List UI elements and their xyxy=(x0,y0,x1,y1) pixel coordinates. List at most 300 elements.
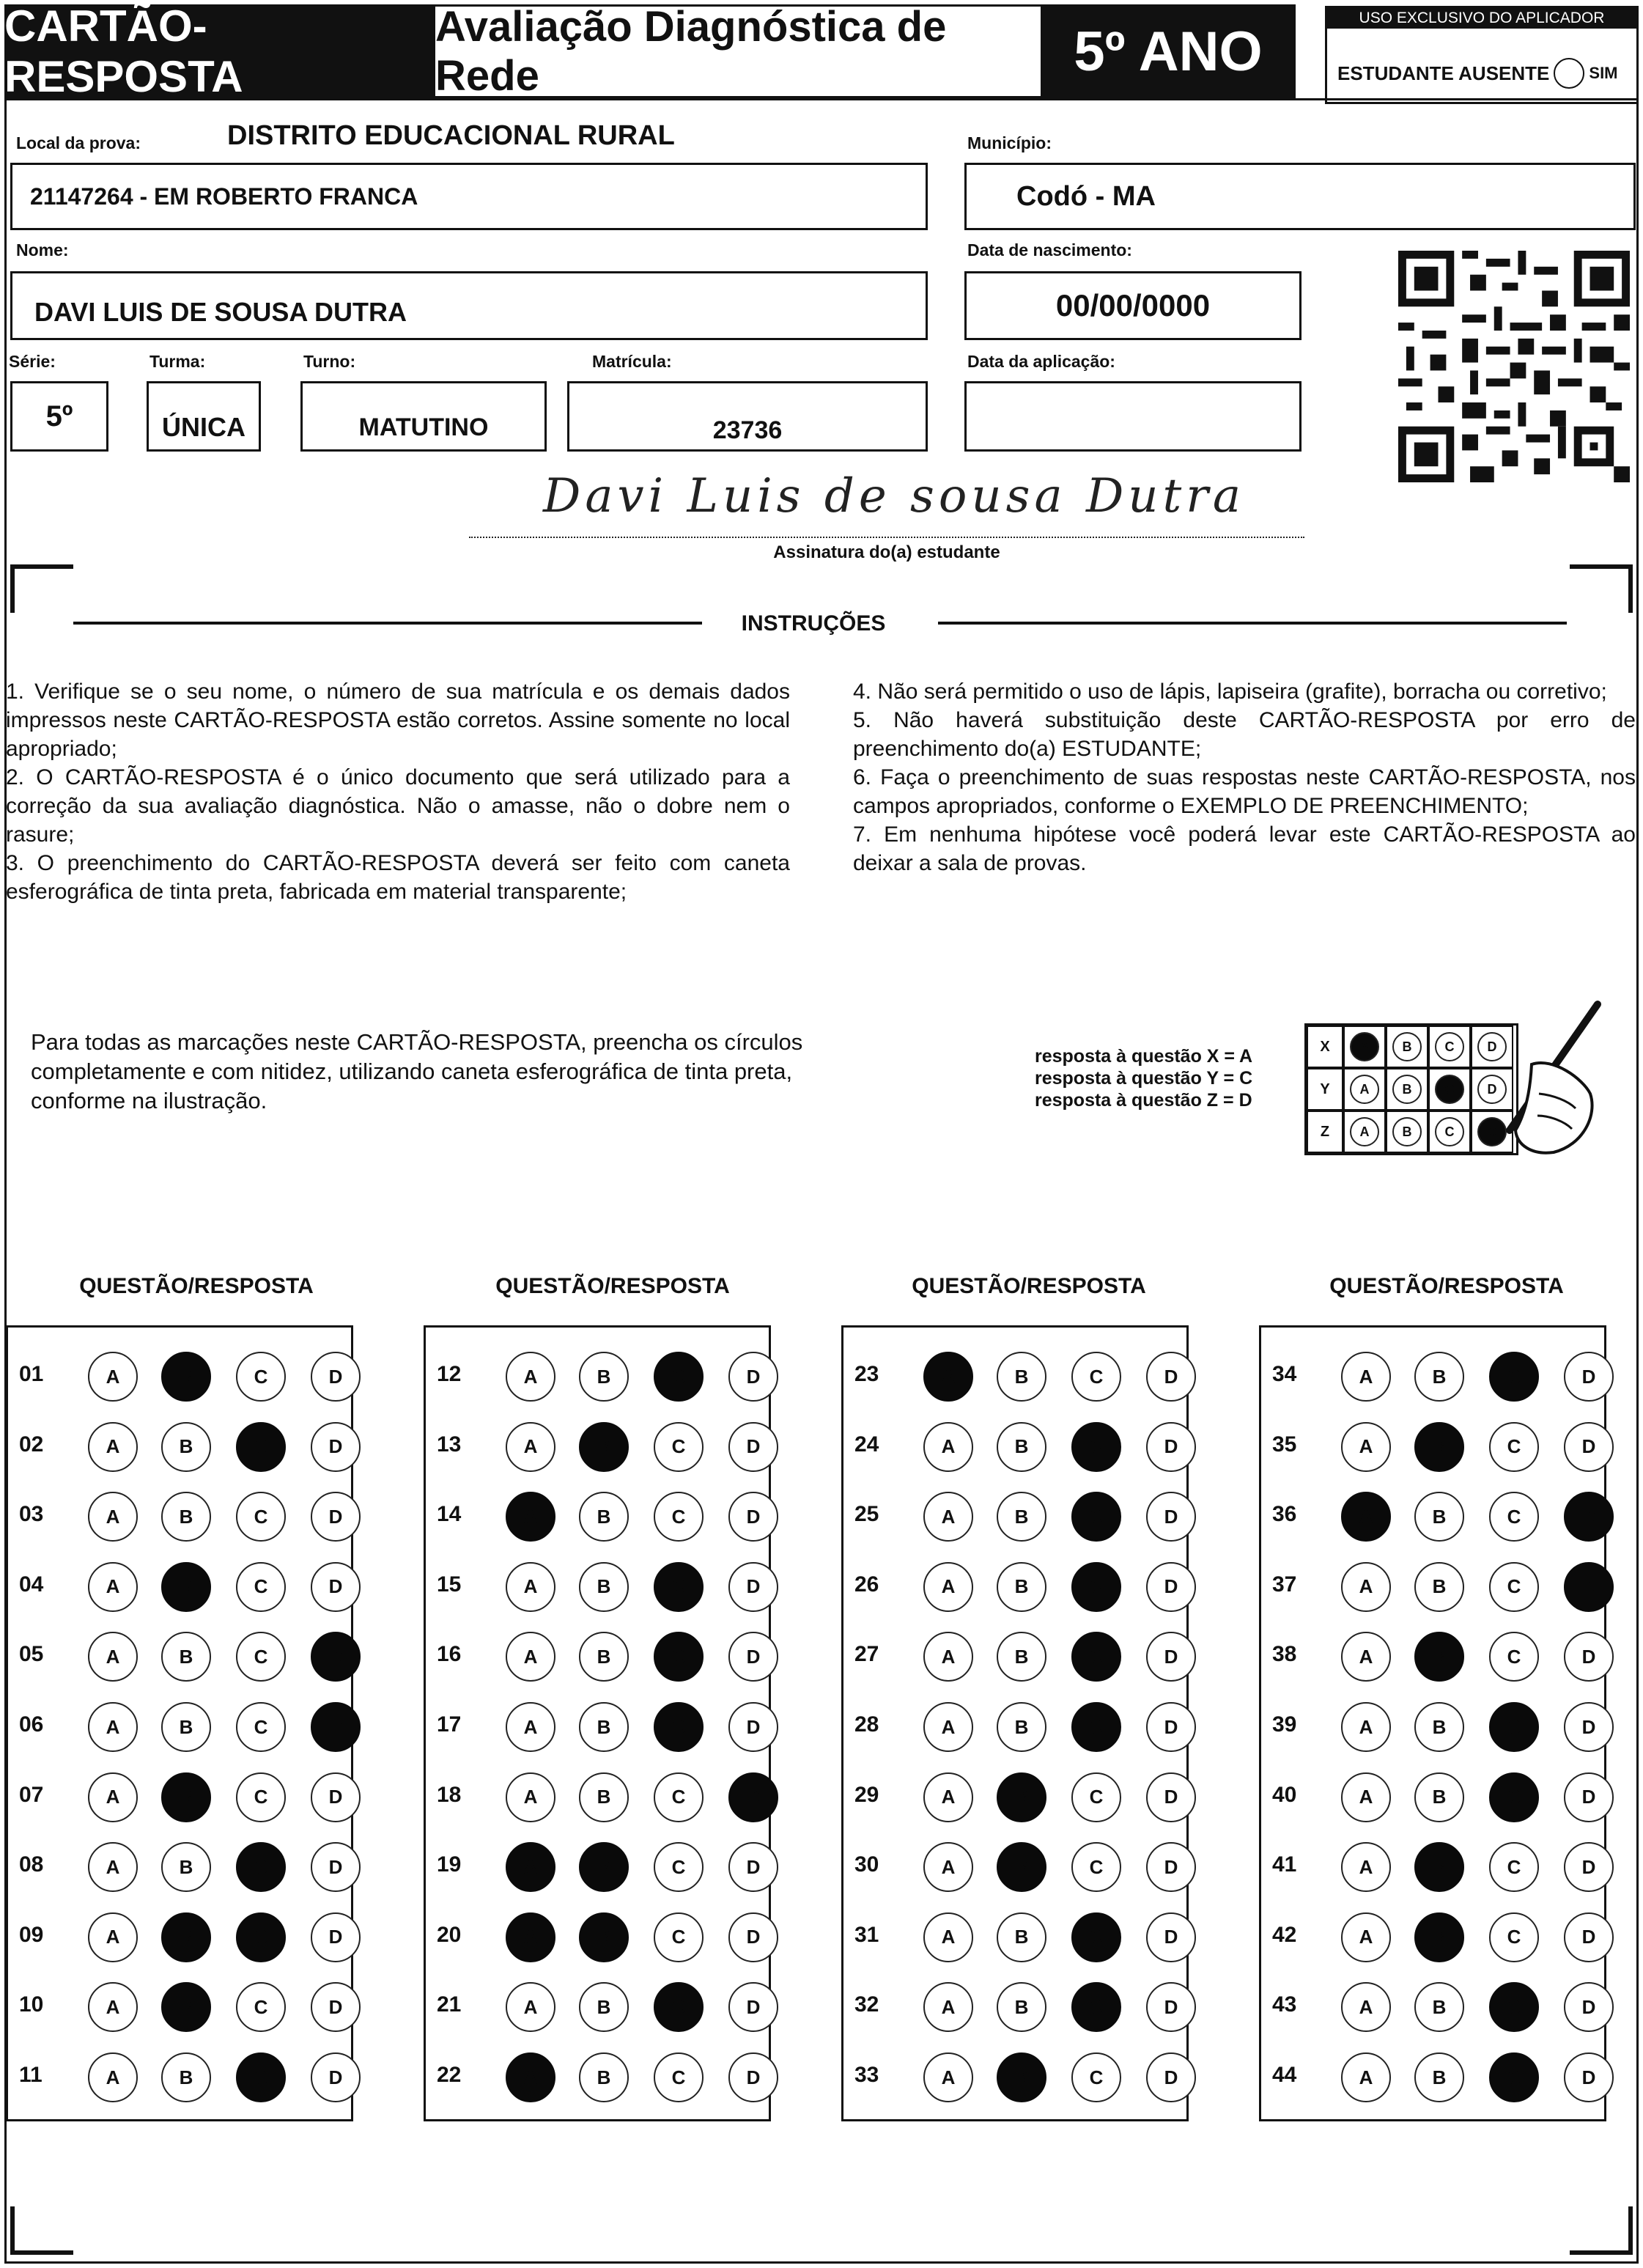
answer-bubble-d[interactable]: D xyxy=(728,2052,778,2102)
turno-field[interactable] xyxy=(300,381,547,452)
instruction-6: 6. Faça o preenchimento de suas respostas neste CARTÃO-RESPOSTA, nos campos apropriados, conforme o EXEMPLO DE PREENCHIMENTO; xyxy=(853,765,1636,818)
answer-bubble-a[interactable]: A xyxy=(1341,1352,1391,1402)
answer-bubble-c[interactable]: C xyxy=(1071,1492,1121,1542)
answer-bubble-b[interactable]: B xyxy=(161,1632,211,1682)
municipio-field[interactable] xyxy=(964,163,1636,230)
answer-bubble-d[interactable]: D xyxy=(728,1772,778,1822)
answer-bubble-b[interactable]: B xyxy=(579,1422,629,1472)
question-number: 21 xyxy=(437,1992,462,2017)
question-number: 24 xyxy=(854,1432,879,1457)
answer-bubble-a[interactable]: A xyxy=(506,1562,555,1612)
question-number: 02 xyxy=(19,1432,44,1457)
answer-bubble-b[interactable]: B xyxy=(161,1352,211,1402)
answer-bubble-a[interactable]: A xyxy=(1341,1562,1391,1612)
question-number: 32 xyxy=(854,1992,879,2017)
question-row xyxy=(424,1774,768,1818)
answer-bubble-d[interactable]: D xyxy=(1564,1982,1614,2032)
answer-bubble-d[interactable]: D xyxy=(1564,1492,1614,1542)
question-row xyxy=(1259,1844,1603,1888)
answer-bubble-b[interactable]: B xyxy=(997,1702,1046,1752)
answer-bubble-a[interactable]: A xyxy=(1341,1842,1391,1892)
answer-bubble-d[interactable]: D xyxy=(1146,1422,1196,1472)
applicator-heading-text: USO EXCLUSIVO DO APLICADOR xyxy=(1359,10,1605,26)
signature xyxy=(476,469,1312,535)
example-bubble-b: B xyxy=(1392,1117,1422,1146)
example-row-label: Z xyxy=(1307,1111,1343,1153)
answer-bubble-c[interactable]: C xyxy=(654,1702,704,1752)
example-bubble-d: D xyxy=(1477,1117,1507,1146)
answer-bubble-a[interactable]: A xyxy=(506,1492,555,1542)
example-legend-z: resposta à questão Z = D xyxy=(1035,1090,1252,1111)
answer-bubble-c[interactable]: C xyxy=(236,1842,286,1892)
answer-bubble-d[interactable]: D xyxy=(311,1632,361,1682)
answer-bubble-d[interactable]: D xyxy=(728,1422,778,1472)
answer-bubble-a[interactable]: A xyxy=(923,1702,973,1752)
question-row xyxy=(424,2054,768,2098)
answer-bubble-d[interactable]: D xyxy=(1146,1842,1196,1892)
question-number: 37 xyxy=(1272,1572,1297,1597)
answer-bubble-c[interactable]: C xyxy=(1489,1772,1539,1822)
example-cell xyxy=(1343,1068,1386,1111)
answer-bubble-c[interactable]: C xyxy=(236,1352,286,1402)
answer-bubble-d[interactable]: D xyxy=(1564,1352,1614,1402)
question-number: 38 xyxy=(1272,1642,1297,1667)
instructions-right xyxy=(853,677,1636,877)
answer-bubble-d[interactable]: D xyxy=(311,2052,361,2102)
answer-bubble-c[interactable]: C xyxy=(1071,1702,1121,1752)
instructions-rule-left xyxy=(73,622,702,625)
answer-bubble-b[interactable]: B xyxy=(1414,1842,1464,1892)
answer-bubble-d[interactable]: D xyxy=(311,1702,361,1752)
answer-bubble-d[interactable]: D xyxy=(1564,1562,1614,1612)
answer-bubble-b[interactable]: B xyxy=(997,1562,1046,1612)
answer-bubble-a[interactable]: A xyxy=(1341,1492,1391,1542)
answer-bubble-a[interactable]: A xyxy=(506,1422,555,1472)
answer-bubble-c[interactable]: C xyxy=(236,1562,286,1612)
answer-bubble-c[interactable]: C xyxy=(236,1702,286,1752)
answer-bubble-d[interactable]: D xyxy=(1146,1562,1196,1612)
signature-text: Davi Luis de sousa Dutra xyxy=(543,469,1245,523)
answer-bubble-b[interactable]: B xyxy=(161,1702,211,1752)
answer-bubble-b[interactable]: B xyxy=(161,1562,211,1612)
answer-bubble-d[interactable]: D xyxy=(1146,1492,1196,1542)
answer-bubble-c[interactable]: C xyxy=(654,1982,704,2032)
question-number: 22 xyxy=(437,2063,462,2087)
qr-code-icon xyxy=(1397,251,1631,482)
absent-checkbox[interactable] xyxy=(1554,58,1584,89)
answer-bubble-c[interactable]: C xyxy=(1071,1772,1121,1822)
answer-bubble-a[interactable]: A xyxy=(88,1842,138,1892)
question-number: 27 xyxy=(854,1642,879,1667)
answer-bubble-a[interactable]: A xyxy=(1341,1772,1391,1822)
answer-bubble-b[interactable]: B xyxy=(997,1842,1046,1892)
question-number: 31 xyxy=(854,1922,879,1947)
question-number: 44 xyxy=(1272,2063,1297,2087)
answer-bubble-a[interactable]: A xyxy=(506,1352,555,1402)
answer-bubble-b[interactable]: B xyxy=(1414,1982,1464,2032)
answer-bubble-a[interactable]: A xyxy=(506,1772,555,1822)
question-number: 28 xyxy=(854,1712,879,1737)
question-number: 40 xyxy=(1272,1782,1297,1807)
question-row xyxy=(6,1774,350,1818)
answer-bubble-c[interactable]: C xyxy=(654,1912,704,1962)
answer-bubble-d[interactable]: D xyxy=(728,1982,778,2032)
question-row xyxy=(424,1564,768,1608)
answer-bubble-a[interactable]: A xyxy=(506,1982,555,2032)
answer-bubble-a[interactable]: A xyxy=(1341,1702,1391,1752)
answer-bubble-d[interactable]: D xyxy=(728,1842,778,1892)
answer-bubble-b[interactable]: B xyxy=(579,1982,629,2032)
answer-bubble-b[interactable]: B xyxy=(161,1842,211,1892)
question-number: 23 xyxy=(854,1362,879,1386)
answer-bubble-d[interactable]: D xyxy=(1564,2052,1614,2102)
answer-bubble-b[interactable]: B xyxy=(161,1772,211,1822)
example-cell xyxy=(1343,1111,1386,1153)
answer-bubble-d[interactable]: D xyxy=(728,1492,778,1542)
answer-bubble-d[interactable]: D xyxy=(311,1842,361,1892)
question-number: 15 xyxy=(437,1572,462,1597)
answer-bubble-d[interactable]: D xyxy=(1564,1912,1614,1962)
example-bubble-d: D xyxy=(1477,1075,1507,1104)
answer-bubble-b[interactable]: B xyxy=(997,1492,1046,1542)
answer-bubble-c[interactable]: C xyxy=(654,1632,704,1682)
answer-bubble-b[interactable]: B xyxy=(997,1352,1046,1402)
serie-field[interactable] xyxy=(10,381,108,452)
serie-label: Série: xyxy=(9,352,56,371)
answer-bubble-d[interactable]: D xyxy=(311,1562,361,1612)
question-number: 01 xyxy=(19,1362,44,1386)
question-row xyxy=(6,1633,350,1677)
matricula-label: Matrícula: xyxy=(592,352,672,371)
answer-bubble-c[interactable]: C xyxy=(654,1562,704,1612)
answer-bubble-b[interactable]: B xyxy=(579,1562,629,1612)
municipio-label: Município: xyxy=(967,133,1052,152)
answer-bubble-a[interactable]: A xyxy=(923,1422,973,1472)
answer-bubble-b[interactable]: B xyxy=(1414,1352,1464,1402)
question-row xyxy=(6,2054,350,2098)
answer-bubble-a[interactable]: A xyxy=(923,1492,973,1542)
answer-bubble-b[interactable]: B xyxy=(1414,1492,1464,1542)
answer-bubble-d[interactable]: D xyxy=(1564,1702,1614,1752)
question-row xyxy=(424,1424,768,1468)
local-field[interactable] xyxy=(10,163,928,230)
answer-bubble-c[interactable]: C xyxy=(1489,1632,1539,1682)
answer-bubble-d[interactable]: D xyxy=(728,1912,778,1962)
example-cell xyxy=(1428,1068,1471,1111)
answer-bubble-b[interactable]: B xyxy=(579,1702,629,1752)
answer-bubble-b[interactable]: B xyxy=(1414,1632,1464,1682)
answer-bubble-d[interactable]: D xyxy=(1146,2052,1196,2102)
question-number: 08 xyxy=(19,1852,44,1877)
answer-bubble-b[interactable]: B xyxy=(579,2052,629,2102)
question-row xyxy=(6,1914,350,1958)
answer-bubble-b[interactable]: B xyxy=(161,1492,211,1542)
answer-bubble-a[interactable]: A xyxy=(506,2052,555,2102)
answer-bubble-b[interactable]: B xyxy=(1414,1912,1464,1962)
instructions-rule-right xyxy=(938,622,1567,625)
answer-bubble-b[interactable]: B xyxy=(161,1912,211,1962)
answer-bubble-c[interactable]: C xyxy=(1071,1562,1121,1612)
answer-bubble-d[interactable]: D xyxy=(1564,1632,1614,1682)
absent-option-label: SIM xyxy=(1589,64,1618,82)
answer-bubble-c[interactable]: C xyxy=(654,1842,704,1892)
answer-bubble-a[interactable]: A xyxy=(923,1632,973,1682)
answer-bubble-a[interactable]: A xyxy=(88,1772,138,1822)
answer-bubble-b[interactable]: B xyxy=(579,1842,629,1892)
answer-bubble-a[interactable]: A xyxy=(88,1562,138,1612)
question-row xyxy=(6,1493,350,1537)
question-number: 14 xyxy=(437,1502,462,1527)
absent-label: ESTUDANTE AUSENTE xyxy=(1337,62,1550,84)
answer-bubble-d[interactable]: D xyxy=(1146,1982,1196,2032)
aplicacao-label: Data da aplicação: xyxy=(967,352,1115,371)
serie-value: 5º xyxy=(45,400,73,432)
answer-bubble-a[interactable]: A xyxy=(506,1912,555,1962)
question-row xyxy=(6,1984,350,2028)
nome-value: DAVI LUIS DE SOUSA DUTRA xyxy=(34,297,407,327)
example-bubble-a: A xyxy=(1350,1032,1379,1061)
answer-bubble-a[interactable]: A xyxy=(1341,1912,1391,1962)
example-row-label: Y xyxy=(1307,1068,1343,1111)
matricula-field[interactable] xyxy=(567,381,928,452)
answer-bubble-d[interactable]: D xyxy=(1146,1772,1196,1822)
answer-bubble-c[interactable]: C xyxy=(1071,1982,1121,2032)
answer-bubble-a[interactable]: A xyxy=(923,1562,973,1612)
answer-bubble-d[interactable]: D xyxy=(728,1562,778,1612)
absent-row xyxy=(1337,58,1618,89)
exam-title-text: Avaliação Diagnóstica de Rede xyxy=(435,3,947,100)
answer-bubble-a[interactable]: A xyxy=(923,2052,973,2102)
question-row xyxy=(1259,1493,1603,1537)
answer-bubble-b[interactable]: B xyxy=(997,1422,1046,1472)
answer-bubble-d[interactable]: D xyxy=(1564,1772,1614,1822)
answer-bubble-d[interactable]: D xyxy=(1564,1422,1614,1472)
answer-bubble-c[interactable]: C xyxy=(1489,1422,1539,1472)
answer-bubble-c[interactable]: C xyxy=(654,1492,704,1542)
answer-bubble-c[interactable]: C xyxy=(1071,1352,1121,1402)
question-row xyxy=(424,1704,768,1748)
turno-value: MATUTINO xyxy=(358,413,489,441)
answer-bubble-d[interactable]: D xyxy=(311,1492,361,1542)
question-number: 17 xyxy=(437,1712,462,1737)
local-value: 21147264 - EM ROBERTO FRANCA xyxy=(30,183,418,210)
answer-bubble-d[interactable]: D xyxy=(311,1912,361,1962)
answer-bubble-d[interactable]: D xyxy=(728,1352,778,1402)
instruction-4: 4. Não será permitido o uso de lápis, lapiseira (grafite), borracha ou corretivo; xyxy=(853,680,1607,704)
question-row xyxy=(1259,2054,1603,2098)
answer-bubble-d[interactable]: D xyxy=(1146,1912,1196,1962)
answer-bubble-d[interactable]: D xyxy=(728,1632,778,1682)
nome-field[interactable] xyxy=(10,271,928,340)
question-row xyxy=(424,1984,768,2028)
question-row xyxy=(841,1914,1186,1958)
answer-bubble-b[interactable]: B xyxy=(1414,1562,1464,1612)
question-row xyxy=(424,1353,768,1397)
question-row xyxy=(1259,1424,1603,1468)
question-number: 34 xyxy=(1272,1362,1297,1386)
answer-bubble-d[interactable]: D xyxy=(311,1772,361,1822)
corner-mark-bottom-left xyxy=(10,2206,73,2255)
question-row xyxy=(6,1564,350,1608)
question-row xyxy=(841,1353,1186,1397)
answer-bubble-a[interactable]: A xyxy=(88,1422,138,1472)
example-bubble-a: A xyxy=(1350,1117,1379,1146)
question-number: 03 xyxy=(19,1502,44,1527)
answer-bubble-c[interactable]: C xyxy=(236,1422,286,1472)
grade-text: 5º ANO xyxy=(1074,20,1263,83)
turma-field[interactable] xyxy=(147,381,261,452)
answer-bubble-c[interactable]: C xyxy=(236,1632,286,1682)
question-number: 41 xyxy=(1272,1852,1297,1877)
answer-bubble-a[interactable]: A xyxy=(506,1842,555,1892)
answer-bubble-b[interactable]: B xyxy=(1414,1422,1464,1472)
answer-bubble-a[interactable]: A xyxy=(88,1912,138,1962)
answer-bubble-a[interactable]: A xyxy=(88,1492,138,1542)
turno-label: Turno: xyxy=(303,352,356,371)
question-column-header: QUESTÃO/RESPOSTA xyxy=(912,1274,1146,1298)
answer-bubble-a[interactable]: A xyxy=(1341,1422,1391,1472)
answer-bubble-d[interactable]: D xyxy=(311,1352,361,1402)
answer-bubble-b[interactable]: B xyxy=(997,1912,1046,1962)
answer-bubble-a[interactable]: A xyxy=(923,1982,973,2032)
corner-mark-bottom-right xyxy=(1570,2206,1633,2255)
question-row xyxy=(424,1844,768,1888)
answer-bubble-a[interactable]: A xyxy=(88,1702,138,1752)
answer-bubble-a[interactable]: A xyxy=(923,1842,973,1892)
answer-bubble-b[interactable]: B xyxy=(579,1352,629,1402)
answer-bubble-c[interactable]: C xyxy=(1071,2052,1121,2102)
example-bubble-a: A xyxy=(1350,1075,1379,1104)
answer-bubble-b[interactable]: B xyxy=(161,1982,211,2032)
answer-bubble-c[interactable]: C xyxy=(236,1492,286,1542)
answer-bubble-b[interactable]: B xyxy=(1414,2052,1464,2102)
question-row xyxy=(841,1704,1186,1748)
nascimento-value: 00/00/0000 xyxy=(1055,288,1211,323)
answer-bubble-c[interactable]: C xyxy=(1489,1982,1539,2032)
question-number: 25 xyxy=(854,1502,879,1527)
answer-bubble-b[interactable]: B xyxy=(579,1492,629,1542)
instructions-left xyxy=(6,677,790,906)
answer-bubble-c[interactable]: C xyxy=(1071,1912,1121,1962)
answer-bubble-a[interactable]: A xyxy=(1341,1632,1391,1682)
question-row xyxy=(6,1844,350,1888)
answer-bubble-a[interactable]: A xyxy=(88,1632,138,1682)
answer-bubble-d[interactable]: D xyxy=(311,1982,361,2032)
instruction-3: 3. O preenchimento do CARTÃO-RESPOSTA deverá ser feito com caneta esferográfica de tinta preta, fabricada em material transparente; xyxy=(6,851,790,904)
question-row xyxy=(1259,1704,1603,1748)
answer-bubble-b[interactable]: B xyxy=(997,1632,1046,1682)
question-number: 19 xyxy=(437,1852,462,1877)
answer-bubble-c[interactable]: C xyxy=(1071,1842,1121,1892)
answer-bubble-b[interactable]: B xyxy=(997,1982,1046,2032)
question-number: 04 xyxy=(19,1572,44,1597)
example-cell xyxy=(1386,1068,1428,1111)
example-bubble-c: C xyxy=(1435,1032,1464,1061)
answer-bubble-d[interactable]: D xyxy=(728,1702,778,1752)
example-cell xyxy=(1386,1026,1428,1068)
answer-bubble-c[interactable]: C xyxy=(1489,1492,1539,1542)
answer-bubble-c[interactable]: C xyxy=(1489,1842,1539,1892)
question-row xyxy=(1259,1984,1603,2028)
answer-bubble-b[interactable]: B xyxy=(161,1422,211,1472)
answer-bubble-b[interactable]: B xyxy=(1414,1702,1464,1752)
example-cell xyxy=(1428,1026,1471,1068)
answer-bubble-c[interactable]: C xyxy=(1489,1702,1539,1752)
hand-with-pen-icon xyxy=(1473,998,1605,1160)
answer-bubble-b[interactable]: B xyxy=(579,1912,629,1962)
question-row xyxy=(1259,1353,1603,1397)
answer-bubble-b[interactable]: B xyxy=(1414,1772,1464,1822)
answer-bubble-b[interactable]: B xyxy=(997,2052,1046,2102)
card-title-text: CARTÃO-RESPOSTA xyxy=(4,1,243,101)
answer-bubble-c[interactable]: C xyxy=(654,1772,704,1822)
answer-bubble-d[interactable]: D xyxy=(1564,1842,1614,1892)
local-district: DISTRITO EDUCACIONAL RURAL xyxy=(227,120,675,151)
example-text: Para todas as marcações neste CARTÃO-RESPOSTA, preencha os círculos completamente e com nitidez, utilizando caneta esferográfica de tinta preta, conforme na ilustração. xyxy=(31,1029,803,1113)
answer-bubble-d[interactable]: D xyxy=(1146,1352,1196,1402)
answer-bubble-a[interactable]: A xyxy=(88,1352,138,1402)
answer-bubble-c[interactable]: C xyxy=(236,1912,286,1962)
question-row xyxy=(6,1353,350,1397)
answer-bubble-c[interactable]: C xyxy=(1071,1632,1121,1682)
answer-bubble-c[interactable]: C xyxy=(236,1772,286,1822)
question-row xyxy=(841,1774,1186,1818)
corner-mark-top-right xyxy=(1570,564,1633,613)
answer-bubble-b[interactable]: B xyxy=(579,1772,629,1822)
answer-bubble-c[interactable]: C xyxy=(1071,1422,1121,1472)
answer-bubble-c[interactable]: C xyxy=(654,2052,704,2102)
answer-bubble-c[interactable]: C xyxy=(236,1982,286,2032)
answer-bubble-a[interactable]: A xyxy=(506,1632,555,1682)
nascimento-field[interactable] xyxy=(964,271,1302,340)
answer-bubble-a[interactable]: A xyxy=(88,2052,138,2102)
answer-bubble-d[interactable]: D xyxy=(1146,1632,1196,1682)
question-number: 07 xyxy=(19,1782,44,1807)
question-number: 16 xyxy=(437,1642,462,1667)
question-number: 39 xyxy=(1272,1712,1297,1737)
question-row xyxy=(841,1844,1186,1888)
aplicacao-field[interactable] xyxy=(964,381,1302,452)
answer-bubble-a[interactable]: A xyxy=(88,1982,138,2032)
example-bubble-c: C xyxy=(1435,1117,1464,1146)
answer-bubble-c[interactable]: C xyxy=(236,2052,286,2102)
answer-bubble-c[interactable]: C xyxy=(1489,2052,1539,2102)
question-number: 43 xyxy=(1272,1992,1297,2017)
answer-bubble-c[interactable]: C xyxy=(654,1422,704,1472)
answer-bubble-d[interactable]: D xyxy=(1146,1702,1196,1752)
signature-caption: Assinatura do(a) estudante xyxy=(773,542,1000,562)
answer-bubble-b[interactable]: B xyxy=(579,1632,629,1682)
turma-value: ÚNICA xyxy=(162,412,245,442)
answer-bubble-a[interactable]: A xyxy=(1341,1982,1391,2032)
question-row xyxy=(841,1633,1186,1677)
answer-bubble-c[interactable]: C xyxy=(654,1352,704,1402)
question-column-header: QUESTÃO/RESPOSTA xyxy=(495,1274,730,1298)
answer-bubble-c[interactable]: C xyxy=(1489,1912,1539,1962)
answer-bubble-a[interactable]: A xyxy=(923,1772,973,1822)
answer-bubble-c[interactable]: C xyxy=(1489,1562,1539,1612)
answer-bubble-c[interactable]: C xyxy=(1489,1352,1539,1402)
answer-bubble-a[interactable]: A xyxy=(923,1352,973,1402)
answer-bubble-b[interactable]: B xyxy=(997,1772,1046,1822)
question-row xyxy=(424,1914,768,1958)
answer-bubble-a[interactable]: A xyxy=(506,1702,555,1752)
answer-bubble-d[interactable]: D xyxy=(311,1422,361,1472)
answer-bubble-a[interactable]: A xyxy=(923,1912,973,1962)
card-title xyxy=(4,1,435,101)
answer-bubble-b[interactable]: B xyxy=(161,2052,211,2102)
answer-bubble-a[interactable]: A xyxy=(1341,2052,1391,2102)
